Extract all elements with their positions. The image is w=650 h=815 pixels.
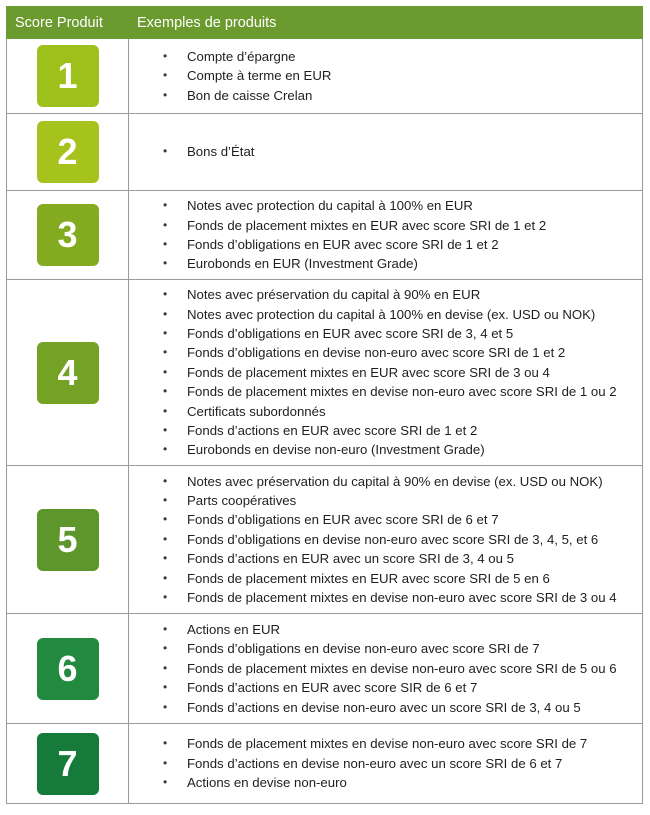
score-cell <box>7 191 129 280</box>
table-row <box>7 614 643 724</box>
list-item: • Fonds d’obligations en EUR avec score SRI de 1 et 2 <box>187 235 642 254</box>
table-body <box>7 39 643 804</box>
list-item: • Notes avec préservation du capital à 90% en devise (ex. USD ou NOK) <box>187 472 642 491</box>
examples-list <box>129 285 642 460</box>
table-row <box>7 39 643 114</box>
list-item: • Fonds de placement mixtes en EUR avec score SRI de 3 ou 4 <box>187 363 642 382</box>
examples-list <box>129 47 642 105</box>
score-cell <box>7 280 129 466</box>
score-cell <box>7 724 129 804</box>
list-item: • Compte à terme en EUR <box>187 66 642 85</box>
list-item: • Notes avec préservation du capital à 90% en EUR <box>187 285 642 304</box>
score-table <box>6 6 643 804</box>
examples-list <box>129 196 642 274</box>
examples-cell <box>129 39 643 114</box>
score-badge: 6 <box>37 638 99 700</box>
list-item: • Fonds d’actions en EUR avec un score SRI de 3, 4 ou 5 <box>187 549 642 568</box>
list-item: • Bon de caisse Crelan <box>187 86 642 105</box>
examples-cell <box>129 614 643 724</box>
score-badge: 2 <box>37 121 99 183</box>
score-badge: 4 <box>37 342 99 404</box>
list-item: • Fonds d’obligations en devise non-euro avec score SRI de 1 et 2 <box>187 343 642 362</box>
list-item: • Fonds d’actions en devise non-euro avec un score SRI de 3, 4 ou 5 <box>187 698 642 717</box>
list-item: • Parts coopératives <box>187 491 642 510</box>
list-item: • Compte d’épargne <box>187 47 642 66</box>
list-item: • Fonds d’actions en EUR avec score SRI de 1 et 2 <box>187 421 642 440</box>
examples-cell <box>129 724 643 804</box>
score-cell <box>7 114 129 191</box>
score-badge: 5 <box>37 509 99 571</box>
product-score-table <box>6 6 643 804</box>
list-item: • Fonds d’actions en EUR avec score SIR de 6 et 7 <box>187 678 642 697</box>
table-row <box>7 114 643 191</box>
list-item: • Notes avec protection du capital à 100% en devise (ex. USD ou NOK) <box>187 305 642 324</box>
list-item: • Fonds de placement mixtes en devise non-euro avec score SRI de 7 <box>187 734 642 753</box>
score-badge: 7 <box>37 733 99 795</box>
list-item: • Fonds d’actions en devise non-euro avec un score SRI de 6 et 7 <box>187 754 642 773</box>
score-badge: 3 <box>37 204 99 266</box>
list-item: • Bons d’État <box>187 142 642 161</box>
score-cell <box>7 39 129 114</box>
score-badge: 1 <box>37 45 99 107</box>
table-row <box>7 191 643 280</box>
examples-list <box>129 734 642 792</box>
list-item: • Notes avec protection du capital à 100% en EUR <box>187 196 642 215</box>
list-item: • Fonds d’obligations en devise non-euro avec score SRI de 7 <box>187 639 642 658</box>
examples-list <box>129 472 642 608</box>
score-cell <box>7 614 129 724</box>
list-item: • Certificats subordonnés <box>187 402 642 421</box>
list-item: • Fonds d’obligations en devise non-euro avec score SRI de 3, 4, 5, et 6 <box>187 530 642 549</box>
list-item: • Actions en EUR <box>187 620 642 639</box>
list-item: • Actions en devise non-euro <box>187 773 642 792</box>
score-cell <box>7 466 129 614</box>
list-item: • Fonds de placement mixtes en devise non-euro avec score SRI de 1 ou 2 <box>187 382 642 401</box>
list-item: • Fonds de placement mixtes en devise non-euro avec score SRI de 3 ou 4 <box>187 588 642 607</box>
list-item: • Fonds d’obligations en EUR avec score SRI de 3, 4 et 5 <box>187 324 642 343</box>
score-column-header: Score Produit <box>7 7 129 39</box>
list-item: • Eurobonds en EUR (Investment Grade) <box>187 254 642 273</box>
examples-list <box>129 620 642 717</box>
table-row <box>7 280 643 466</box>
examples-cell <box>129 466 643 614</box>
examples-cell <box>129 191 643 280</box>
list-item: • Fonds de placement mixtes en EUR avec score SRI de 5 en 6 <box>187 569 642 588</box>
table-row <box>7 466 643 614</box>
table-row <box>7 724 643 804</box>
table-header-row <box>7 7 643 39</box>
list-item: • Fonds d’obligations en EUR avec score SRI de 6 et 7 <box>187 510 642 529</box>
examples-cell <box>129 114 643 191</box>
list-item: • Fonds de placement mixtes en EUR avec score SRI de 1 et 2 <box>187 216 642 235</box>
list-item: • Fonds de placement mixtes en devise non-euro avec score SRI de 5 ou 6 <box>187 659 642 678</box>
examples-list <box>129 142 642 161</box>
examples-cell <box>129 280 643 466</box>
examples-column-header: Exemples de produits <box>129 7 643 39</box>
list-item: • Eurobonds en devise non-euro (Investment Grade) <box>187 440 642 459</box>
